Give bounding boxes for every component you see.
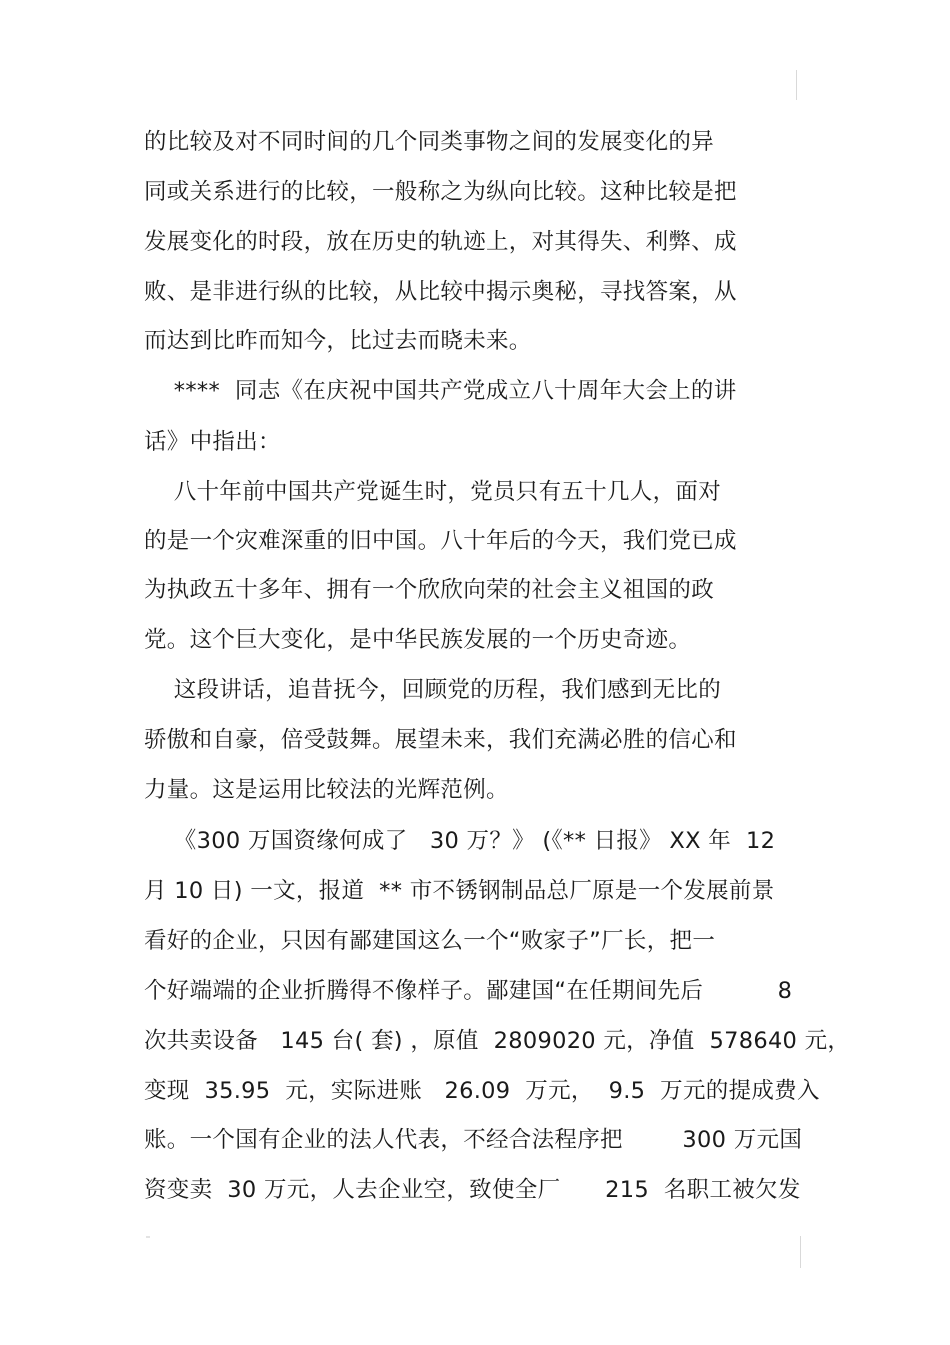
text-line: 败、是非进行纵的比较，从比较中揭示奥秘，寻找答案，从 xyxy=(144,279,737,305)
text-line: 账。一个国有企业的法人代表，不经合法程序把 300 万元国 xyxy=(144,1127,803,1153)
text-line: 话》中指出： xyxy=(144,429,281,455)
text-line: 八十年前中国共产党诞生时，党员只有五十几人，面对 xyxy=(144,479,722,505)
text-line: 而达到比昨而知今，比过去而晓未来。 xyxy=(144,328,532,354)
text-line: 月 10 日) 一文，报道 ** 市不锈钢制品总厂原是一个发展前景 xyxy=(144,878,775,904)
text-line: 资变卖 30 万元，人去企业空，致使全厂 215 名职工被欠发 xyxy=(144,1177,801,1203)
text-line: 次共卖设备 145 台( 套) ，原值 2809020 元，净值 578640 元， xyxy=(144,1028,851,1054)
text-line: 骄傲和自豪，倍受鼓舞。展望未来，我们充满必胜的信心和 xyxy=(144,727,737,753)
text-line: 力量。这是运用比较法的光辉范例。 xyxy=(144,777,509,803)
text-line: 的是一个灾难深重的旧中国。八十年后的今天，我们党已成 xyxy=(144,528,737,554)
text-line: 这段讲话，追昔抚今，回顾党的历程，我们感到无比的 xyxy=(144,677,722,703)
text-line: 的比较及对不同时间的几个同类事物之间的发展变化的异 xyxy=(144,129,715,155)
text-line: 《300 万国资缘何成了 30 万？》 (《** 日报》 XX 年 12 xyxy=(144,828,776,854)
text-line: 看好的企业，只因有鄙建国这么一个“败家子”厂长，把一 xyxy=(144,928,716,954)
page-edge-mark xyxy=(800,1236,801,1268)
text-line: 发展变化的时段，放在历史的轨迹上，对其得失、利弊、成 xyxy=(144,229,737,255)
text-line: 个好端端的企业折腾得不像样子。鄙建国“在任期间先后 8 xyxy=(144,978,793,1004)
text-line: 同或关系进行的比较，一般称之为纵向比较。这种比较是把 xyxy=(144,179,737,205)
text-line: 党。这个巨大变化，是中华民族发展的一个历史奇迹。 xyxy=(144,627,692,653)
page-corner-mark xyxy=(146,1236,150,1238)
text-line: **** 同志《在庆祝中国共产党成立八十周年大会上的讲 xyxy=(144,378,737,404)
page-edge-mark xyxy=(796,70,797,100)
text-line: 为执政五十多年、拥有一个欣欣向荣的社会主义祖国的政 xyxy=(144,577,715,603)
text-line: 变现 35.95 元，实际进账 26.09 万元， 9.5 万元的提成费入 xyxy=(144,1078,820,1104)
